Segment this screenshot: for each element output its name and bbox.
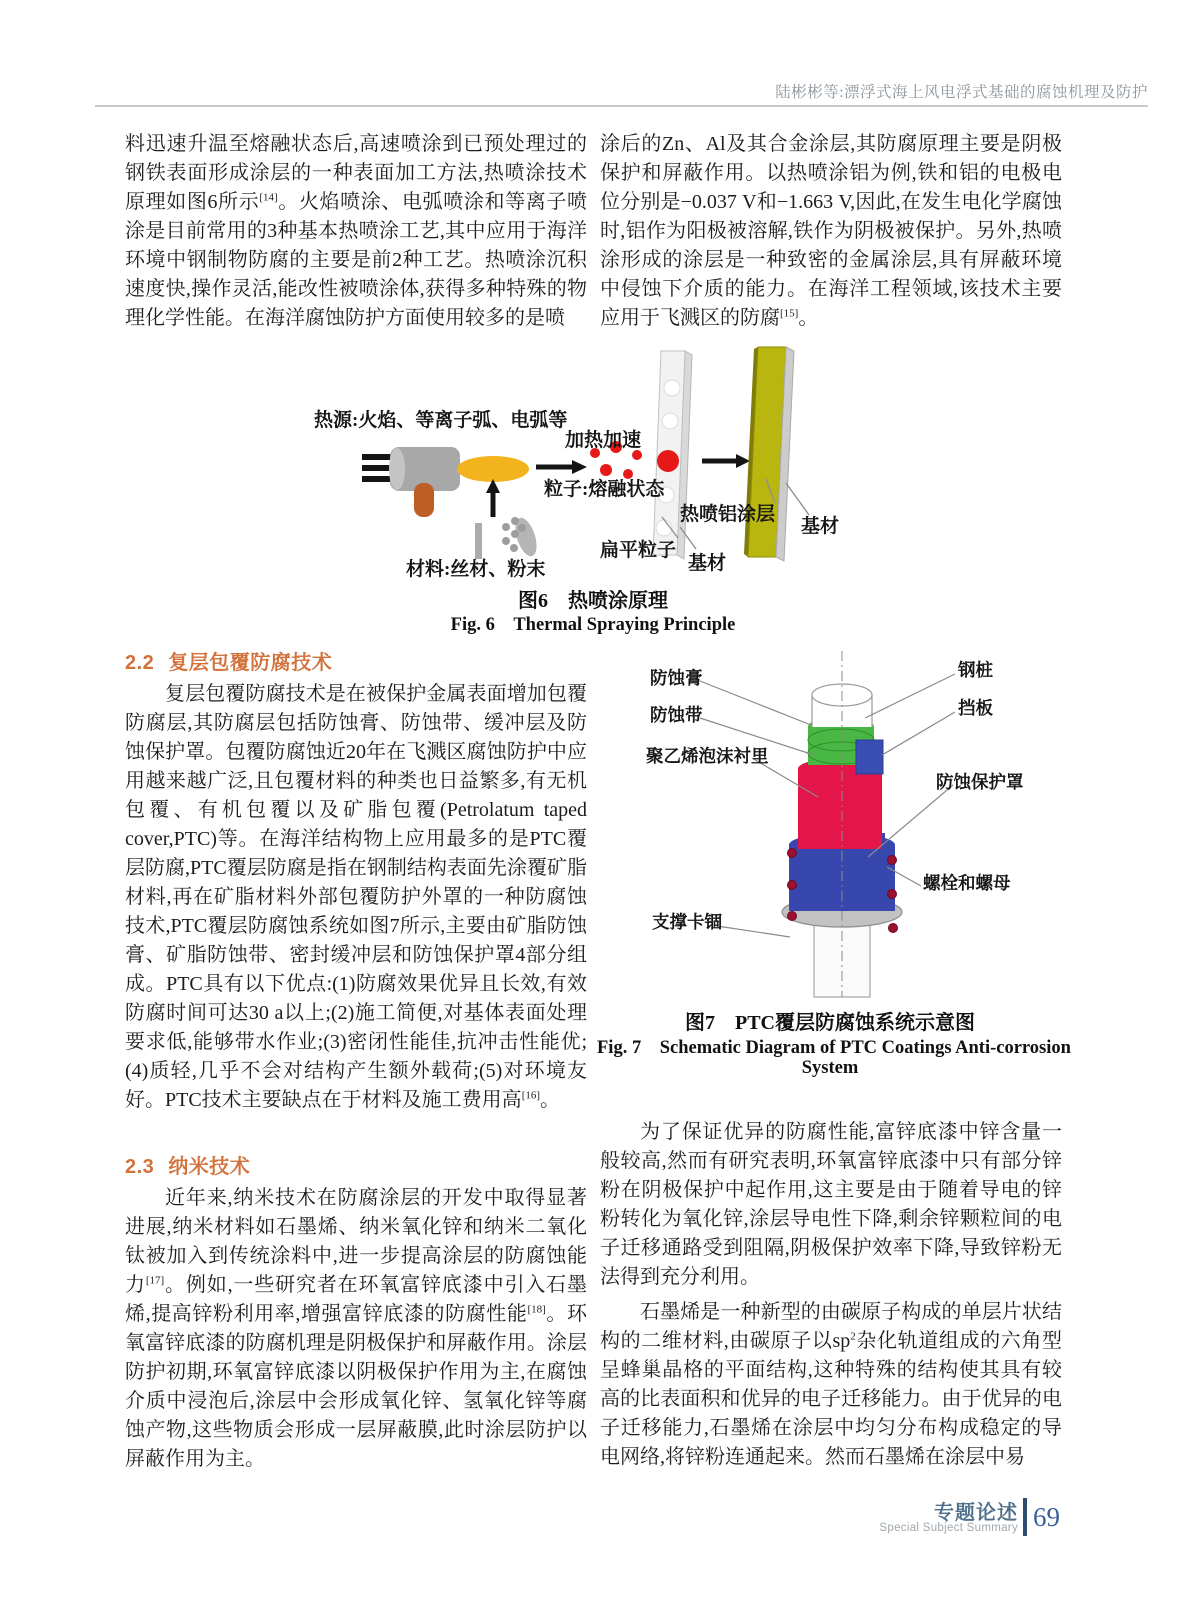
spray-gun-handle xyxy=(414,483,434,517)
right-column-paragraph-continuation: 涂后的Zn、Al及其合金涂层,其防腐原理主要是阴极保护和屏蔽作用。以热喷涂铝为例,铁和铝的电极电位分别是−0.037 V和−1.663 V,因此,在发生电化学腐蚀时,铝作为阳极被溶解,铁作为阴极被保护。另外,热喷涂形成的涂层是一种致密的金属涂层,具有屏蔽环境中侵蚀下介质的能力。在海洋工程领域,该技术主要应用于飞溅区的防腐[15]。 xyxy=(600,133,1062,329)
figure6-label-heat-source: 热源:火焰、等离子弧、电弧等 xyxy=(314,410,568,431)
substrate-panel xyxy=(744,347,794,561)
section-2-2-paragraph: 复层包覆防腐技术是在被保护金属表面增加包覆防腐层,其防腐层包括防蚀膏、防蚀带、缓冲层及防蚀保护罩。包覆防腐蚀近20年在飞溅区腐蚀防护中应用越来越广泛,且包覆材料的种类也日益繁多,有无机包覆、有机包覆以及矿脂包覆(Petrolatum taped cover,PTC)等。在海洋结构物上应用最多的是PTC覆层防腐,PTC覆层防腐是指在钢制结构表面先涂覆矿脂材料,再在矿脂材料外部包覆防护外罩的一种防腐蚀技术,PTC覆层防腐蚀系统如图7所示,主要由矿脂防蚀膏、矿脂防蚀带、密封缓冲层和防蚀保护罩4部分组成。PTC具有以下优点:(1)防腐效果优异且长效,有效防腐时间可达30 a以上;(2)施工简便,对基体表面处理要求低,能够带水作业;(3)密闭性能佳,抗冲击性能优;(4)质轻,几乎不会对结构产生额外载荷;(5)对环境友好。PTC技术主要缺点在于材料及施工费用高[16]。 xyxy=(125,683,587,1111)
figure-7-artwork xyxy=(620,645,1065,1003)
figure6-label-flat-particles: 扁平粒子 xyxy=(600,540,677,561)
figure6-label-substrate-a: 基材 xyxy=(688,553,727,574)
flame-plume xyxy=(457,456,529,482)
figure7-label-foam: 聚乙烯泡沫衬里 xyxy=(646,746,769,766)
figure-7-ptc-system-diagram xyxy=(620,645,1065,1003)
header-rule xyxy=(95,105,1148,107)
figure-6-artwork xyxy=(278,343,908,583)
section-2-2-title: 复层包覆防腐技术 xyxy=(168,652,333,674)
left-column-paragraph-continuation: 料迅速升温至熔融状态后,高速喷涂到已预处理过的钢铁表面形成涂层的一种表面加工方法,热喷涂技术原理如图6所示[14]。火焰喷涂、电弧喷涂和等离子喷涂是目前常用的3种基本热喷涂工艺,其中应用于海洋环境中钢制物防腐的主要是前2种工艺。热喷涂沉积速度快,操作灵活,能改性被喷涂体,获得多种特殊的物理化学性能。在海洋腐蚀防护方面使用较多的是喷 xyxy=(125,133,588,329)
section-2-3-paragraph: 近年来,纳米技术在防腐涂层的开发中取得显著进展,纳米材料如石墨烯、纳米氧化锌和纳米二氧化钛被加入到传统涂料中,进一步提高涂层的防腐蚀能力[17]。例如,一些研究者在环氧富锌底漆中引入石墨烯,提高锌粉利用率,增强富锌底漆的防腐性能[18]。环氧富锌底漆的防腐机理是阴极保护和屏蔽作用。涂层防护初期,环氧富锌底漆以阴极保护作用为主,在腐蚀介质中浸泡后,涂层中会形成氧化锌、氢氧化锌等腐蚀产物,这些物质会形成一层屏蔽膜,此时涂层防护以屏蔽作用为主。 xyxy=(125,1187,588,1470)
powder-stock xyxy=(502,515,541,559)
figure6-label-coating: 热喷铝涂层 xyxy=(680,504,776,525)
figure7-label-tape: 防蚀带 xyxy=(650,705,703,725)
footer-section-zh: 专题论述 xyxy=(934,1502,1018,1524)
feed-arrow xyxy=(486,479,500,517)
figure6-label-heating: 加热加速 xyxy=(565,430,642,451)
figure-7-caption-zh: 图7 PTC覆层防腐蚀系统示意图 xyxy=(685,1012,975,1034)
section-2-2-number: 2.2 xyxy=(125,652,155,674)
spray-gun-cap xyxy=(389,448,405,490)
figure-6-caption-en: Fig. 6 Thermal Spraying Principle xyxy=(450,615,736,635)
spray-arrow xyxy=(536,460,587,474)
figure7-label-bolts: 螺栓和螺母 xyxy=(923,873,1011,893)
figure-7-caption-en-line2: System xyxy=(801,1058,859,1078)
section-2-3-number: 2.3 xyxy=(125,1156,155,1178)
footer-divider xyxy=(1023,1498,1027,1536)
right-column-paragraph-2: 为了保证优异的防腐性能,富锌底漆中锌含量一般较高,然而有研究表明,环氧富锌底漆中只有部分锌粉在阴极保护中起作用,这主要是由于随着导电的锌粉转化为氧化锌,涂层导电性下降,剩余锌颗粒间的电子迁移通路受到阻隔,阴极保护效率下降,导致锌粉无法得到充分利用。 xyxy=(600,1121,1062,1288)
page-number: 69 xyxy=(1033,1502,1060,1532)
baffle-plate xyxy=(856,740,883,774)
figure-6-thermal-spray-diagram xyxy=(278,343,908,583)
section-2-2-heading xyxy=(125,646,332,675)
figure-7-caption-en-line1: Fig. 7 Schematic Diagram of PTC Coatings Anti-corrosion xyxy=(597,1038,1071,1058)
figure6-label-particles: 粒子:熔融状态 xyxy=(544,479,665,500)
right-column-paragraph-3: 石墨烯是一种新型的由碳原子构成的单层片状结构的二维材料,由碳原子以$sp^2$杂化轨道组成的六角型呈蜂巢晶格的平面结构,这种特殊的结构使其具有较高的比表面积和优异的电子迁移能力。由于优异的电子迁移能力,石墨烯在涂层中均匀分布构成稳定的导电网络,将锌粉连通起来。然而石墨烯在涂层中易 xyxy=(600,1301,1062,1468)
deposit-arrow xyxy=(702,454,750,468)
figure7-label-pile: 钢桩 xyxy=(958,660,993,680)
coated-panel xyxy=(653,351,692,559)
footer-section-en: Special Subject Summary xyxy=(879,1522,1018,1534)
running-title: 陆彬彬等:漂浮式海上风电浮式基础的腐蚀机理及防护 xyxy=(775,84,1148,101)
figure6-label-material: 材料:丝材、粉末 xyxy=(406,559,546,580)
impacting-particle xyxy=(657,450,679,472)
section-2-3-heading xyxy=(125,1150,250,1179)
figure-6-caption-zh: 图6 热喷涂原理 xyxy=(518,590,668,612)
figure6-label-substrate-b: 基材 xyxy=(801,516,840,537)
section-2-3-title: 纳米技术 xyxy=(168,1156,251,1178)
figure7-label-baffle: 挡板 xyxy=(958,698,993,718)
figure7-label-paste: 防蚀膏 xyxy=(650,668,703,688)
figure7-label-clamp: 支撑卡锢 xyxy=(652,912,722,932)
figure7-label-cover: 防蚀保护罩 xyxy=(936,772,1024,792)
